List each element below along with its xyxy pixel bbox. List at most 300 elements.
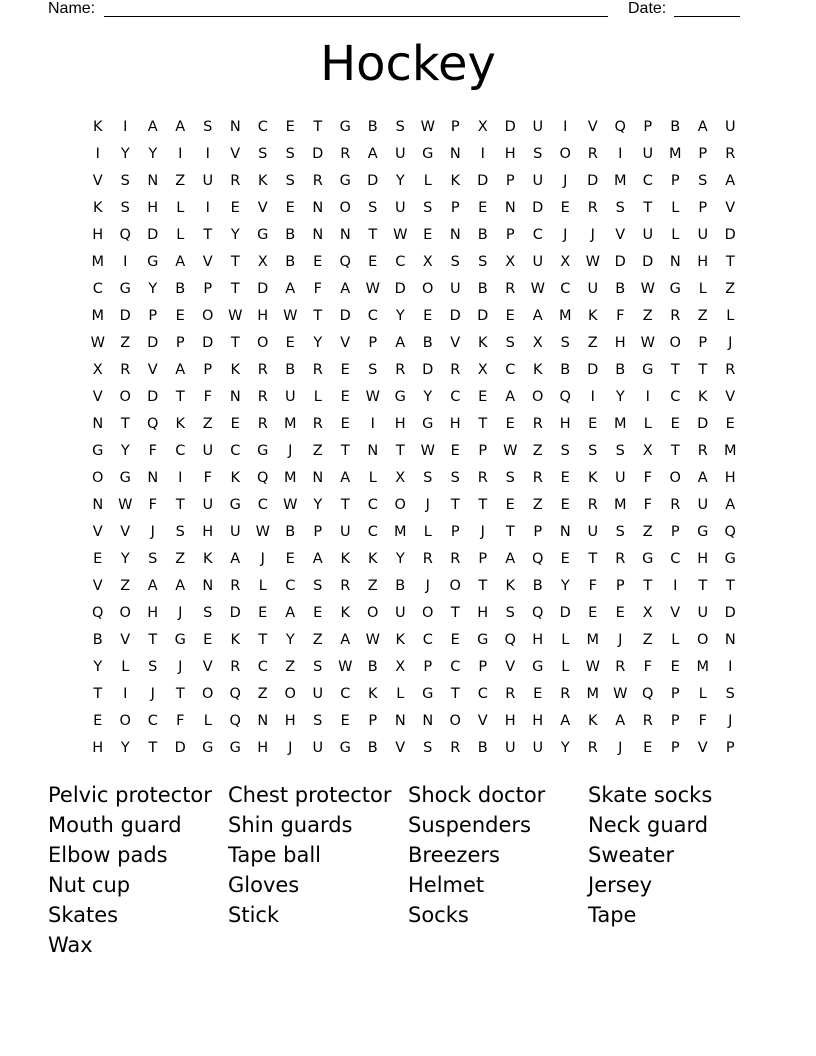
grid-letter[interactable]: N bbox=[92, 415, 104, 432]
grid-letter[interactable]: E bbox=[423, 226, 433, 243]
grid-letter[interactable]: J bbox=[178, 658, 183, 675]
grid-letter[interactable]: S bbox=[615, 199, 625, 216]
grid-letter[interactable]: Q bbox=[92, 604, 104, 621]
grid-letter[interactable]: H bbox=[449, 415, 461, 432]
grid-letter[interactable]: Z bbox=[257, 685, 268, 702]
grid-letter[interactable]: P bbox=[670, 685, 680, 702]
grid-letter[interactable]: L bbox=[313, 388, 322, 405]
grid-letter[interactable]: Y bbox=[313, 496, 323, 513]
grid-letter[interactable]: P bbox=[533, 523, 543, 540]
grid-letter[interactable]: C bbox=[395, 253, 406, 270]
grid-letter[interactable]: I bbox=[178, 469, 183, 486]
grid-letter[interactable]: K bbox=[450, 172, 460, 189]
grid-letter[interactable]: Z bbox=[175, 172, 186, 189]
grid-letter[interactable]: G bbox=[339, 172, 351, 189]
grid-letter[interactable]: Q bbox=[532, 550, 544, 567]
grid-letter[interactable]: A bbox=[147, 577, 158, 594]
grid-letter[interactable]: U bbox=[532, 253, 544, 270]
grid-letter[interactable]: W bbox=[420, 442, 435, 459]
grid-letter[interactable]: H bbox=[147, 604, 159, 621]
grid-letter[interactable]: W bbox=[640, 280, 655, 297]
grid-letter[interactable]: J bbox=[618, 631, 623, 648]
grid-letter[interactable]: V bbox=[587, 118, 598, 135]
grid-letter[interactable]: R bbox=[615, 658, 626, 675]
grid-letter[interactable]: E bbox=[478, 199, 488, 216]
grid-letter[interactable]: J bbox=[728, 712, 733, 729]
grid-letter[interactable]: U bbox=[504, 739, 516, 756]
grid-letter[interactable]: P bbox=[505, 172, 515, 189]
grid-letter[interactable]: B bbox=[92, 631, 103, 648]
grid-letter[interactable]: R bbox=[340, 577, 351, 594]
grid-letter[interactable]: Z bbox=[120, 334, 131, 351]
grid-letter[interactable]: S bbox=[285, 172, 295, 189]
grid-letter[interactable]: H bbox=[92, 226, 104, 243]
grid-letter[interactable]: X bbox=[642, 442, 653, 459]
grid-letter[interactable]: E bbox=[93, 712, 103, 729]
grid-letter[interactable]: X bbox=[92, 361, 103, 378]
grid-letter[interactable]: U bbox=[312, 685, 324, 702]
grid-letter[interactable]: E bbox=[725, 415, 735, 432]
grid-letter[interactable]: R bbox=[230, 577, 241, 594]
grid-letter[interactable]: M bbox=[283, 469, 297, 486]
grid-letter[interactable]: N bbox=[92, 496, 104, 513]
grid-letter[interactable]: H bbox=[504, 145, 516, 162]
grid-letter[interactable]: W bbox=[365, 280, 380, 297]
grid-letter[interactable]: R bbox=[230, 172, 241, 189]
grid-letter[interactable]: J bbox=[618, 739, 623, 756]
grid-letter[interactable]: U bbox=[339, 523, 351, 540]
grid-letter[interactable]: E bbox=[93, 550, 103, 567]
grid-letter[interactable]: O bbox=[449, 712, 461, 729]
grid-letter[interactable]: T bbox=[148, 739, 158, 756]
grid-letter[interactable]: L bbox=[423, 172, 432, 189]
grid-letter[interactable]: R bbox=[312, 415, 323, 432]
grid-letter[interactable]: U bbox=[202, 496, 214, 513]
grid-letter[interactable]: D bbox=[119, 307, 131, 324]
grid-letter[interactable]: A bbox=[230, 550, 241, 567]
grid-letter[interactable]: R bbox=[257, 415, 268, 432]
grid-letter[interactable]: W bbox=[530, 280, 545, 297]
grid-letter[interactable]: C bbox=[367, 307, 378, 324]
grid-letter[interactable]: S bbox=[395, 118, 405, 135]
grid-letter[interactable]: B bbox=[532, 577, 543, 594]
grid-letter[interactable]: B bbox=[395, 577, 406, 594]
grid-letter[interactable]: Z bbox=[202, 415, 213, 432]
grid-letter[interactable]: E bbox=[670, 415, 680, 432]
grid-letter[interactable]: J bbox=[425, 577, 430, 594]
grid-letter[interactable]: D bbox=[642, 253, 654, 270]
grid-letter[interactable]: V bbox=[202, 658, 213, 675]
grid-letter[interactable]: J bbox=[590, 226, 595, 243]
grid-letter[interactable]: Y bbox=[230, 226, 240, 243]
grid-letter[interactable]: V bbox=[230, 145, 241, 162]
grid-letter[interactable]: G bbox=[119, 469, 131, 486]
grid-letter[interactable]: U bbox=[614, 469, 626, 486]
grid-letter[interactable]: R bbox=[615, 550, 626, 567]
grid-letter[interactable]: Q bbox=[642, 685, 654, 702]
grid-letter[interactable]: S bbox=[505, 469, 515, 486]
grid-letter[interactable]: W bbox=[365, 388, 380, 405]
grid-letter[interactable]: N bbox=[312, 199, 324, 216]
grid-letter[interactable]: D bbox=[257, 280, 269, 297]
grid-letter[interactable]: S bbox=[313, 712, 323, 729]
grid-letter[interactable]: B bbox=[285, 253, 296, 270]
grid-letter[interactable]: T bbox=[588, 550, 598, 567]
grid-letter[interactable]: J bbox=[150, 523, 155, 540]
grid-letter[interactable]: S bbox=[450, 253, 460, 270]
grid-letter[interactable]: V bbox=[477, 712, 488, 729]
grid-letter[interactable]: Z bbox=[312, 442, 323, 459]
grid-letter[interactable]: R bbox=[587, 739, 598, 756]
grid-letter[interactable]: N bbox=[312, 226, 324, 243]
grid-letter[interactable]: J bbox=[563, 226, 568, 243]
grid-letter[interactable]: S bbox=[120, 199, 130, 216]
grid-letter[interactable]: V bbox=[725, 388, 736, 405]
grid-letter[interactable]: Y bbox=[395, 172, 405, 189]
grid-letter[interactable]: D bbox=[367, 172, 379, 189]
grid-letter[interactable]: P bbox=[478, 550, 488, 567]
grid-letter[interactable]: Z bbox=[285, 658, 296, 675]
grid-letter[interactable]: O bbox=[422, 280, 434, 297]
grid-letter[interactable]: G bbox=[642, 361, 654, 378]
grid-letter[interactable]: L bbox=[726, 307, 735, 324]
grid-letter[interactable]: V bbox=[450, 334, 461, 351]
grid-letter[interactable]: C bbox=[450, 658, 461, 675]
grid-letter[interactable]: N bbox=[147, 469, 159, 486]
grid-letter[interactable]: K bbox=[257, 172, 268, 189]
grid-letter[interactable]: T bbox=[450, 496, 460, 513]
grid-letter[interactable]: H bbox=[257, 307, 269, 324]
grid-letter[interactable]: X bbox=[477, 118, 488, 135]
grid-letter[interactable]: P bbox=[478, 658, 488, 675]
grid-letter[interactable]: K bbox=[202, 550, 213, 567]
grid-letter[interactable]: B bbox=[367, 739, 378, 756]
grid-letter[interactable]: G bbox=[422, 415, 434, 432]
grid-letter[interactable]: Q bbox=[229, 685, 241, 702]
grid-letter[interactable]: H bbox=[614, 334, 626, 351]
grid-letter[interactable]: N bbox=[229, 118, 241, 135]
grid-letter[interactable]: W bbox=[90, 334, 105, 351]
grid-letter[interactable]: V bbox=[120, 631, 131, 648]
grid-letter[interactable]: G bbox=[92, 442, 104, 459]
grid-letter[interactable]: C bbox=[532, 226, 543, 243]
grid-letter[interactable]: R bbox=[670, 307, 681, 324]
grid-letter[interactable]: O bbox=[394, 496, 406, 513]
grid-letter[interactable]: A bbox=[697, 469, 708, 486]
grid-letter[interactable]: U bbox=[532, 172, 544, 189]
grid-letter[interactable]: V bbox=[92, 523, 103, 540]
grid-letter[interactable]: D bbox=[532, 199, 544, 216]
grid-letter[interactable]: R bbox=[670, 496, 681, 513]
grid-letter[interactable]: N bbox=[339, 226, 351, 243]
grid-letter[interactable]: V bbox=[92, 388, 103, 405]
grid-letter[interactable]: Q bbox=[614, 118, 626, 135]
grid-letter[interactable]: E bbox=[450, 631, 460, 648]
grid-letter[interactable]: A bbox=[615, 712, 626, 729]
grid-letter[interactable]: K bbox=[395, 631, 405, 648]
grid-letter[interactable]: B bbox=[670, 118, 681, 135]
grid-letter[interactable]: E bbox=[560, 550, 570, 567]
grid-letter[interactable]: E bbox=[175, 307, 185, 324]
grid-letter[interactable]: D bbox=[587, 361, 599, 378]
grid-letter[interactable]: P bbox=[670, 739, 680, 756]
grid-letter[interactable]: O bbox=[559, 145, 571, 162]
grid-letter[interactable]: R bbox=[395, 361, 406, 378]
grid-letter[interactable]: C bbox=[505, 361, 516, 378]
grid-letter[interactable]: R bbox=[120, 361, 131, 378]
grid-letter[interactable]: N bbox=[257, 712, 269, 729]
grid-letter[interactable]: I bbox=[563, 118, 568, 135]
grid-letter[interactable]: Y bbox=[285, 631, 295, 648]
grid-letter[interactable]: B bbox=[367, 118, 378, 135]
grid-letter[interactable]: O bbox=[119, 388, 131, 405]
grid-letter[interactable]: S bbox=[615, 523, 625, 540]
grid-letter[interactable]: U bbox=[587, 523, 599, 540]
grid-letter[interactable]: K bbox=[340, 550, 350, 567]
grid-letter[interactable]: L bbox=[121, 658, 130, 675]
grid-letter[interactable]: K bbox=[340, 604, 350, 621]
grid-letter[interactable]: D bbox=[614, 253, 626, 270]
grid-letter[interactable]: W bbox=[585, 658, 600, 675]
grid-letter[interactable]: C bbox=[670, 388, 681, 405]
grid-letter[interactable]: D bbox=[339, 307, 351, 324]
grid-letter[interactable]: E bbox=[368, 253, 378, 270]
grid-letter[interactable]: G bbox=[202, 739, 214, 756]
grid-letter[interactable]: M bbox=[283, 415, 297, 432]
grid-letter[interactable]: V bbox=[340, 334, 351, 351]
grid-letter[interactable]: N bbox=[229, 388, 241, 405]
grid-letter[interactable]: H bbox=[394, 415, 406, 432]
grid-letter[interactable]: U bbox=[394, 604, 406, 621]
grid-letter[interactable]: H bbox=[147, 199, 159, 216]
date-field-line[interactable] bbox=[674, 16, 740, 17]
grid-letter[interactable]: Z bbox=[532, 496, 543, 513]
grid-letter[interactable]: E bbox=[340, 712, 350, 729]
grid-letter[interactable]: O bbox=[669, 469, 681, 486]
grid-letter[interactable]: S bbox=[478, 253, 488, 270]
grid-letter[interactable]: Y bbox=[395, 307, 405, 324]
grid-letter[interactable]: E bbox=[285, 199, 295, 216]
grid-letter[interactable]: T bbox=[313, 307, 323, 324]
grid-letter[interactable]: G bbox=[532, 658, 544, 675]
grid-letter[interactable]: W bbox=[393, 226, 408, 243]
grid-letter[interactable]: Z bbox=[532, 442, 543, 459]
grid-letter[interactable]: S bbox=[588, 442, 598, 459]
grid-letter[interactable]: N bbox=[449, 145, 461, 162]
grid-letter[interactable]: C bbox=[257, 118, 268, 135]
grid-letter[interactable]: V bbox=[615, 226, 626, 243]
grid-letter[interactable]: A bbox=[285, 280, 296, 297]
grid-letter[interactable]: S bbox=[560, 442, 570, 459]
grid-letter[interactable]: B bbox=[422, 334, 433, 351]
grid-letter[interactable]: J bbox=[425, 496, 430, 513]
grid-letter[interactable]: K bbox=[587, 469, 598, 486]
grid-letter[interactable]: M bbox=[696, 658, 709, 675]
grid-letter[interactable]: E bbox=[505, 415, 515, 432]
grid-letter[interactable]: D bbox=[147, 334, 159, 351]
grid-letter[interactable]: Q bbox=[339, 253, 351, 270]
grid-letter[interactable]: E bbox=[230, 415, 240, 432]
grid-letter[interactable]: I bbox=[205, 145, 210, 162]
grid-letter[interactable]: S bbox=[423, 199, 433, 216]
grid-letter[interactable]: S bbox=[533, 145, 543, 162]
grid-letter[interactable]: L bbox=[671, 226, 680, 243]
grid-letter[interactable]: C bbox=[340, 685, 351, 702]
grid-letter[interactable]: G bbox=[697, 523, 709, 540]
grid-letter[interactable]: Z bbox=[175, 550, 186, 567]
grid-letter[interactable]: O bbox=[532, 388, 544, 405]
grid-letter[interactable]: M bbox=[91, 307, 104, 324]
grid-letter[interactable]: L bbox=[671, 631, 680, 648]
grid-letter[interactable]: G bbox=[477, 631, 489, 648]
grid-letter[interactable]: F bbox=[588, 577, 597, 594]
grid-letter[interactable]: O bbox=[697, 631, 709, 648]
grid-letter[interactable]: H bbox=[202, 523, 214, 540]
grid-letter[interactable]: Q bbox=[119, 226, 131, 243]
grid-letter[interactable]: U bbox=[229, 523, 241, 540]
grid-letter[interactable]: K bbox=[92, 118, 103, 135]
grid-letter[interactable]: C bbox=[147, 712, 158, 729]
grid-letter[interactable]: R bbox=[532, 469, 543, 486]
grid-letter[interactable]: E bbox=[340, 388, 350, 405]
grid-letter[interactable]: C bbox=[230, 442, 241, 459]
grid-letter[interactable]: T bbox=[643, 199, 653, 216]
grid-letter[interactable]: U bbox=[642, 145, 654, 162]
grid-letter[interactable]: C bbox=[670, 550, 681, 567]
grid-letter[interactable]: V bbox=[202, 253, 213, 270]
grid-letter[interactable]: P bbox=[203, 280, 213, 297]
grid-letter[interactable]: U bbox=[697, 226, 709, 243]
grid-letter[interactable]: K bbox=[587, 307, 598, 324]
grid-letter[interactable]: R bbox=[587, 496, 598, 513]
grid-letter[interactable]: A bbox=[175, 118, 186, 135]
grid-letter[interactable]: E bbox=[560, 469, 570, 486]
grid-letter[interactable]: S bbox=[450, 469, 460, 486]
grid-letter[interactable]: W bbox=[503, 442, 518, 459]
grid-letter[interactable]: O bbox=[367, 604, 379, 621]
grid-letter[interactable]: I bbox=[480, 145, 485, 162]
grid-letter[interactable]: T bbox=[670, 361, 680, 378]
grid-letter[interactable]: N bbox=[422, 712, 434, 729]
grid-letter[interactable]: S bbox=[368, 199, 378, 216]
grid-letter[interactable]: Q bbox=[147, 415, 159, 432]
grid-letter[interactable]: I bbox=[728, 658, 733, 675]
grid-letter[interactable]: T bbox=[230, 334, 240, 351]
grid-letter[interactable]: E bbox=[560, 496, 570, 513]
grid-letter[interactable]: D bbox=[312, 145, 324, 162]
grid-letter[interactable]: P bbox=[670, 172, 680, 189]
grid-letter[interactable]: D bbox=[724, 604, 736, 621]
grid-letter[interactable]: F bbox=[148, 442, 157, 459]
grid-letter[interactable]: R bbox=[560, 685, 571, 702]
grid-letter[interactable]: U bbox=[284, 388, 296, 405]
grid-letter[interactable]: O bbox=[669, 334, 681, 351]
grid-letter[interactable]: S bbox=[560, 334, 570, 351]
grid-letter[interactable]: U bbox=[642, 226, 654, 243]
grid-letter[interactable]: R bbox=[340, 145, 351, 162]
grid-letter[interactable]: H bbox=[504, 712, 516, 729]
grid-letter[interactable]: E bbox=[340, 361, 350, 378]
grid-letter[interactable]: A bbox=[312, 550, 323, 567]
grid-letter[interactable]: X bbox=[477, 361, 488, 378]
grid-letter[interactable]: L bbox=[671, 199, 680, 216]
grid-letter[interactable]: S bbox=[285, 145, 295, 162]
grid-letter[interactable]: R bbox=[422, 550, 433, 567]
grid-letter[interactable]: W bbox=[640, 334, 655, 351]
grid-letter[interactable]: B bbox=[367, 658, 378, 675]
grid-letter[interactable]: I bbox=[370, 415, 375, 432]
grid-letter[interactable]: B bbox=[615, 361, 626, 378]
grid-letter[interactable]: L bbox=[698, 280, 707, 297]
grid-letter[interactable]: T bbox=[478, 577, 488, 594]
grid-letter[interactable]: E bbox=[478, 388, 488, 405]
grid-letter[interactable]: O bbox=[339, 199, 351, 216]
grid-letter[interactable]: F bbox=[313, 280, 322, 297]
grid-letter[interactable]: E bbox=[285, 118, 295, 135]
grid-letter[interactable]: R bbox=[477, 469, 488, 486]
grid-letter[interactable]: S bbox=[148, 550, 158, 567]
grid-letter[interactable]: F bbox=[176, 712, 185, 729]
grid-letter[interactable]: M bbox=[586, 631, 599, 648]
grid-letter[interactable]: D bbox=[202, 334, 214, 351]
grid-letter[interactable]: D bbox=[449, 307, 461, 324]
grid-letter[interactable]: E bbox=[285, 334, 295, 351]
grid-letter[interactable]: G bbox=[229, 739, 241, 756]
grid-letter[interactable]: V bbox=[670, 604, 681, 621]
grid-letter[interactable]: B bbox=[285, 361, 296, 378]
grid-letter[interactable]: B bbox=[560, 361, 571, 378]
grid-letter[interactable]: G bbox=[724, 550, 736, 567]
grid-letter[interactable]: J bbox=[288, 739, 293, 756]
grid-letter[interactable]: D bbox=[477, 172, 489, 189]
grid-letter[interactable]: H bbox=[724, 469, 736, 486]
grid-letter[interactable]: L bbox=[561, 658, 570, 675]
grid-letter[interactable]: E bbox=[258, 604, 268, 621]
grid-letter[interactable]: R bbox=[450, 739, 461, 756]
grid-letter[interactable]: D bbox=[147, 226, 159, 243]
grid-letter[interactable]: R bbox=[587, 145, 598, 162]
grid-letter[interactable]: H bbox=[532, 631, 544, 648]
grid-letter[interactable]: Y bbox=[120, 442, 130, 459]
grid-letter[interactable]: R bbox=[450, 361, 461, 378]
grid-letter[interactable]: G bbox=[229, 496, 241, 513]
grid-letter[interactable]: Q bbox=[532, 604, 544, 621]
grid-letter[interactable]: X bbox=[422, 253, 433, 270]
grid-letter[interactable]: C bbox=[367, 523, 378, 540]
grid-letter[interactable]: Q bbox=[559, 388, 571, 405]
grid-letter[interactable]: R bbox=[312, 172, 323, 189]
grid-letter[interactable]: K bbox=[505, 577, 515, 594]
grid-letter[interactable]: P bbox=[615, 577, 625, 594]
grid-letter[interactable]: T bbox=[478, 496, 488, 513]
grid-letter[interactable]: E bbox=[588, 415, 598, 432]
grid-letter[interactable]: A bbox=[147, 118, 158, 135]
grid-letter[interactable]: E bbox=[505, 496, 515, 513]
grid-letter[interactable]: A bbox=[175, 361, 186, 378]
grid-letter[interactable]: A bbox=[367, 145, 378, 162]
grid-letter[interactable]: R bbox=[230, 658, 241, 675]
grid-letter[interactable]: P bbox=[368, 712, 378, 729]
grid-letter[interactable]: W bbox=[338, 658, 353, 675]
grid-letter[interactable]: G bbox=[339, 739, 351, 756]
grid-letter[interactable]: U bbox=[587, 280, 599, 297]
grid-letter[interactable]: L bbox=[176, 226, 185, 243]
grid-letter[interactable]: B bbox=[477, 226, 488, 243]
grid-letter[interactable]: J bbox=[563, 172, 568, 189]
grid-letter[interactable]: Q bbox=[724, 523, 736, 540]
grid-letter[interactable]: D bbox=[229, 604, 241, 621]
grid-letter[interactable]: L bbox=[423, 523, 432, 540]
